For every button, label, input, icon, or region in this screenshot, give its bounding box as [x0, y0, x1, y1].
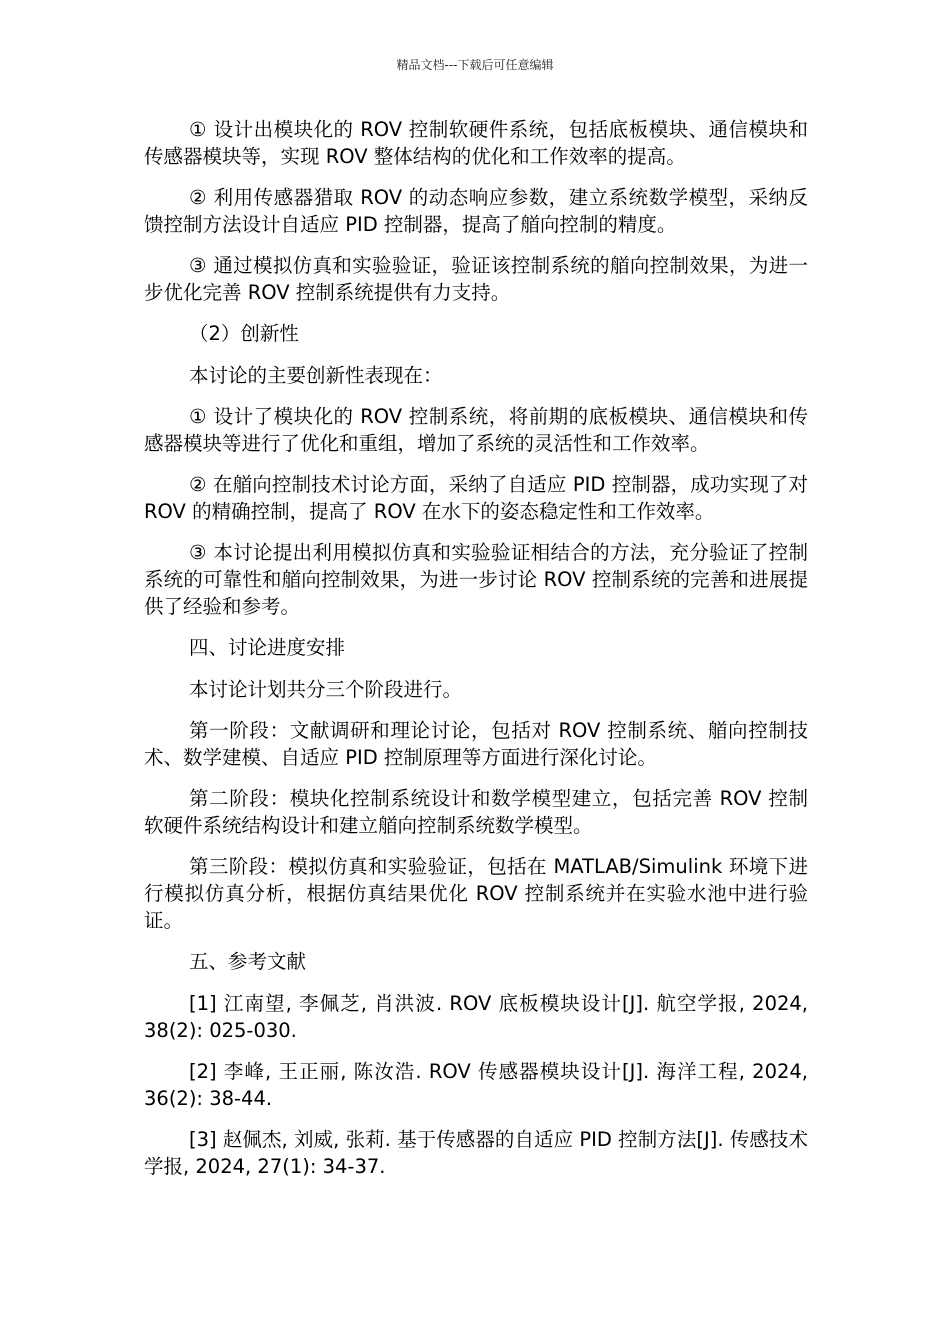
reference-3-paragraph: [3] 赵佩杰, 刘威, 张莉. 基于传感器的自适应 PID 控制方法[J]. 传感技术学报, 2024, 27(1): 34-37. — [144, 1128, 808, 1178]
stage-1-paragraph: 第一阶段：文献调研和理论讨论，包括对 ROV 控制系统、艏向控制技术、数学建模、自适应 PID 控制原理等方面进行深化讨论。 — [144, 719, 808, 769]
innovation-intro-paragraph: 本讨论的主要创新性表现在： — [189, 364, 443, 387]
stage-3-paragraph: 第三阶段：模拟仿真和实验验证，包括在 MATLAB/Simulink 环境下进行模拟仿真分析，根据仿真结果优化 ROV 控制系统并在实验水池中进行验证。 — [144, 855, 808, 932]
innovation-2-paragraph: ② 在艏向控制技术讨论方面，采纳了自适应 PID 控制器，成功实现了对 ROV 的精确控制，提高了 ROV 在水下的姿态稳定性和工作效率。 — [144, 473, 808, 523]
goal-3-paragraph: ③ 通过模拟仿真和实验验证，验证该控制系统的艏向控制效果，为进一步优化完善 ROV 控制系统提供有力支持。 — [144, 254, 808, 304]
innovation-1-paragraph: ① 设计了模块化的 ROV 控制系统，将前期的底板模块、通信模块和传感器模块等进行了优化和重组，增加了系统的灵活性和工作效率。 — [144, 405, 808, 455]
page-header: 精品文档---下载后可任意编辑 — [396, 58, 554, 72]
schedule-heading: 四、讨论进度安排 — [189, 636, 346, 659]
stage-2-paragraph: 第二阶段：模块化控制系统设计和数学模型建立，包括完善 ROV 控制软硬件系统结构设计和建立艏向控制系统数学模型。 — [144, 787, 808, 837]
references-heading: 五、参考文献 — [189, 950, 307, 973]
innovation-3-paragraph: ③ 本讨论提出利用模拟仿真和实验验证相结合的方法，充分验证了控制系统的可靠性和艏向控制效果，为进一步讨论 ROV 控制系统的完善和进展提供了经验和参考。 — [144, 541, 808, 618]
innovation-heading: （2）创新性 — [189, 322, 299, 345]
document-body — [144, 116, 808, 1194]
reference-1-paragraph: [1] 江南望, 李佩芝, 肖洪波. ROV 底板模块设计[J]. 航空学报, 2024, 38(2): 025-030. — [144, 992, 808, 1042]
goal-2-paragraph: ② 利用传感器猎取 ROV 的动态响应参数，建立系统数学模型，采纳反馈控制方法设计自适应 PID 控制器，提高了艏向控制的精度。 — [144, 186, 808, 236]
goal-1-paragraph: ① 设计出模块化的 ROV 控制软硬件系统，包括底板模块、通信模块和传感器模块等，实现 ROV 整体结构的优化和工作效率的提高。 — [144, 118, 808, 168]
schedule-intro-paragraph: 本讨论计划共分三个阶段进行。 — [189, 678, 463, 701]
reference-2-paragraph: [2] 李峰, 王正丽, 陈汝浩. ROV 传感器模块设计[J]. 海洋工程, 2024, 36(2): 38-44. — [144, 1060, 808, 1110]
